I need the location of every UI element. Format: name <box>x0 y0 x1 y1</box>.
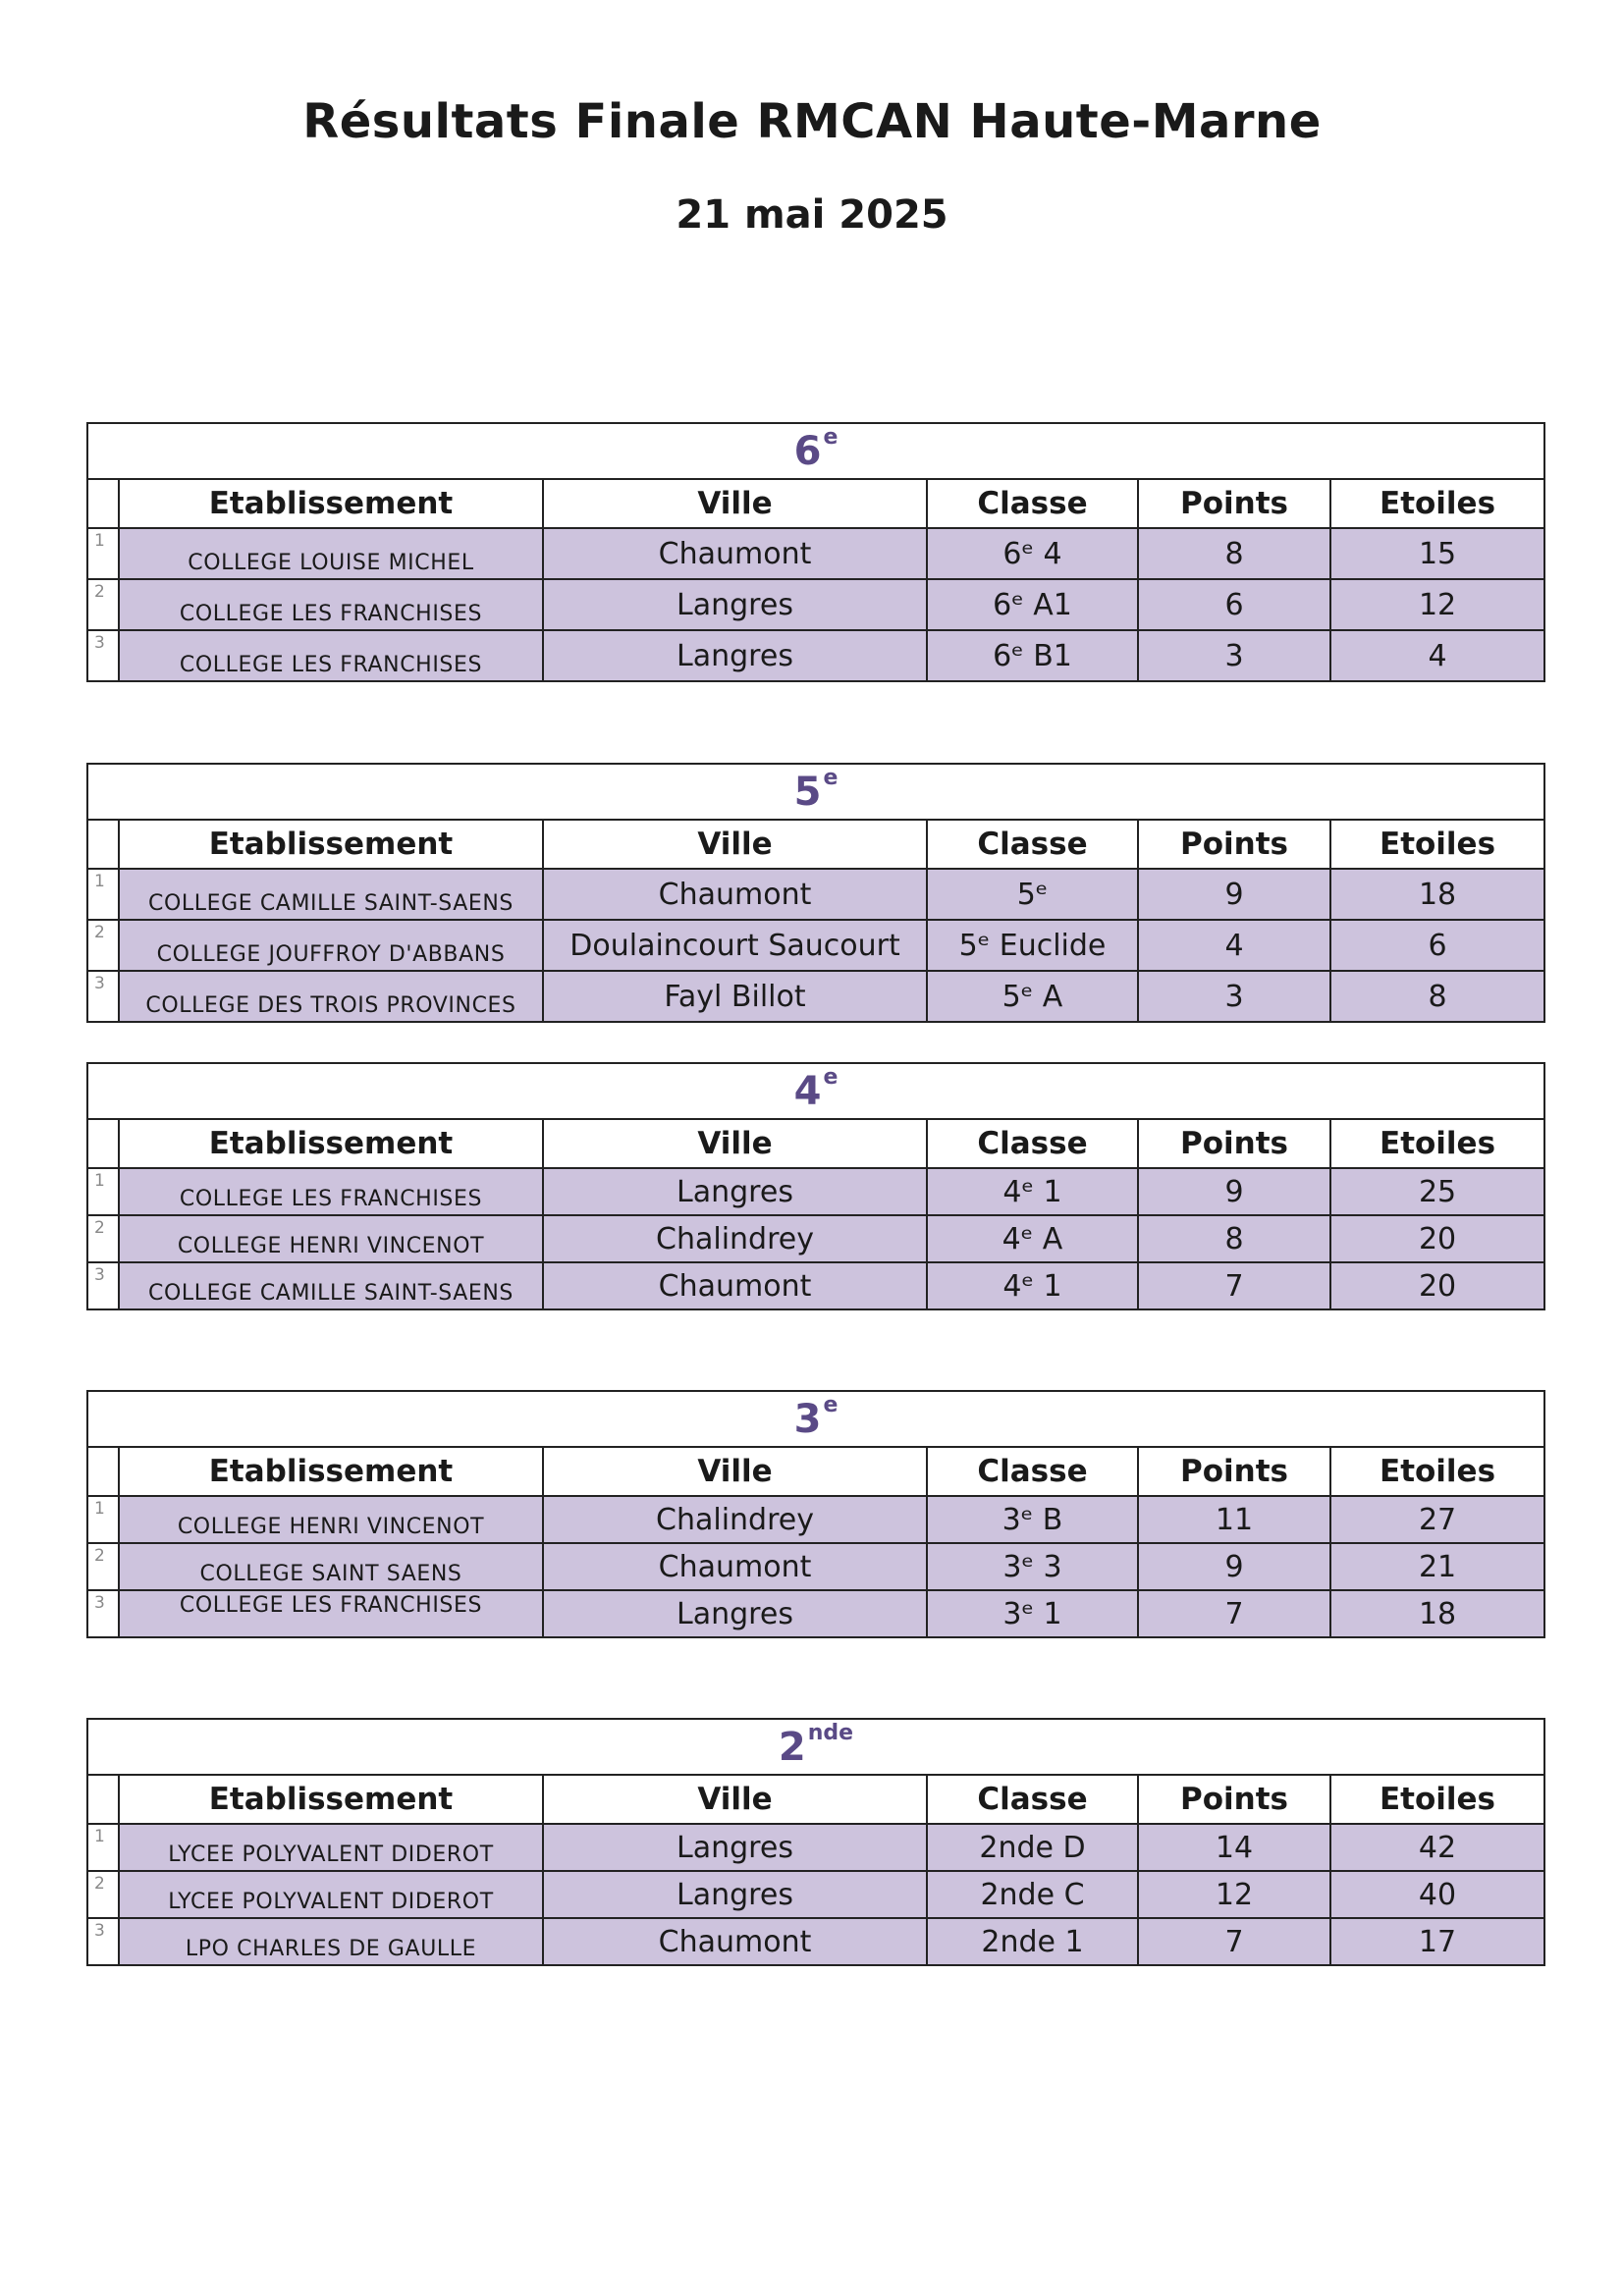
column-header-etoiles: Etoiles <box>1330 1119 1544 1168</box>
column-header-etablissement: Etablissement <box>119 1775 543 1824</box>
etablissement-cell: COLLEGE CAMILLE SAINT-SAENS <box>119 1262 543 1309</box>
etablissement-cell: COLLEGE DES TROIS PROVINCES <box>119 971 543 1022</box>
etoiles-cell: 42 <box>1330 1824 1544 1871</box>
ville-cell: Langres <box>543 1168 927 1215</box>
classe-cell: 2nde D <box>927 1824 1138 1871</box>
column-header-classe: Classe <box>927 1119 1138 1168</box>
rank-cell: 3 <box>87 971 119 1022</box>
ville-cell: Chalindrey <box>543 1496 927 1543</box>
table-row <box>87 869 1544 920</box>
classe-cell: 3ᵉ 3 <box>927 1543 1138 1590</box>
etablissement-cell: COLLEGE LES FRANCHISES <box>119 579 543 630</box>
etoiles-cell: 27 <box>1330 1496 1544 1543</box>
etoiles-cell: 12 <box>1330 579 1544 630</box>
points-cell: 6 <box>1138 579 1330 630</box>
points-cell: 11 <box>1138 1496 1330 1543</box>
table-row <box>87 1918 1544 1965</box>
etoiles-cell: 17 <box>1330 1918 1544 1965</box>
rank-cell: 3 <box>87 1262 119 1309</box>
results-table-3e <box>86 1390 1545 1638</box>
table-row <box>87 630 1544 681</box>
classe-cell: 5ᵉ <box>927 869 1138 920</box>
etablissement-cell: COLLEGE LOUISE MICHEL <box>119 528 543 579</box>
column-header-classe: Classe <box>927 479 1138 528</box>
column-header-etablissement: Etablissement <box>119 479 543 528</box>
points-cell: 3 <box>1138 630 1330 681</box>
rank-column-header <box>87 1775 119 1824</box>
level-title: 2nde <box>87 1719 1544 1775</box>
rank-cell: 1 <box>87 528 119 579</box>
etablissement-cell: COLLEGE HENRI VINCENOT <box>119 1215 543 1262</box>
table-row <box>87 1590 1544 1637</box>
results-table-5e <box>86 763 1545 1023</box>
ville-cell: Langres <box>543 1871 927 1918</box>
rank-cell: 1 <box>87 1168 119 1215</box>
column-header-etoiles: Etoiles <box>1330 1775 1544 1824</box>
ville-cell: Chaumont <box>543 1918 927 1965</box>
ville-cell: Langres <box>543 1824 927 1871</box>
points-cell: 9 <box>1138 1168 1330 1215</box>
table-row <box>87 1543 1544 1590</box>
rank-cell: 2 <box>87 1215 119 1262</box>
points-cell: 9 <box>1138 869 1330 920</box>
etablissement-cell: COLLEGE HENRI VINCENOT <box>119 1496 543 1543</box>
column-header-classe: Classe <box>927 1775 1138 1824</box>
level-title: 3e <box>87 1391 1544 1447</box>
etoiles-cell: 18 <box>1330 1590 1544 1637</box>
etablissement-cell: COLLEGE CAMILLE SAINT-SAENS <box>119 869 543 920</box>
ville-cell: Chaumont <box>543 1262 927 1309</box>
table-row <box>87 1168 1544 1215</box>
classe-cell: 5ᵉ A <box>927 971 1138 1022</box>
table-row <box>87 971 1544 1022</box>
points-cell: 3 <box>1138 971 1330 1022</box>
table-row <box>87 1871 1544 1918</box>
column-header-points: Points <box>1138 479 1330 528</box>
table-row <box>87 579 1544 630</box>
rank-column-header <box>87 820 119 869</box>
column-header-etoiles: Etoiles <box>1330 1447 1544 1496</box>
classe-cell: 4ᵉ A <box>927 1215 1138 1262</box>
column-header-ville: Ville <box>543 479 927 528</box>
column-header-points: Points <box>1138 1447 1330 1496</box>
column-header-etablissement: Etablissement <box>119 820 543 869</box>
etoiles-cell: 18 <box>1330 869 1544 920</box>
etoiles-cell: 6 <box>1330 920 1544 971</box>
etablissement-cell: LYCEE POLYVALENT DIDEROT <box>119 1871 543 1918</box>
table-row <box>87 1496 1544 1543</box>
classe-cell: 4ᵉ 1 <box>927 1168 1138 1215</box>
etablissement-cell: COLLEGE LES FRANCHISES <box>119 1590 543 1637</box>
column-header-ville: Ville <box>543 820 927 869</box>
table-row <box>87 1262 1544 1309</box>
points-cell: 8 <box>1138 528 1330 579</box>
table-row <box>87 1824 1544 1871</box>
rank-cell: 1 <box>87 869 119 920</box>
classe-cell: 4ᵉ 1 <box>927 1262 1138 1309</box>
level-title: 4e <box>87 1063 1544 1119</box>
ville-cell: Langres <box>543 1590 927 1637</box>
rank-cell: 1 <box>87 1824 119 1871</box>
results-table-6e <box>86 422 1545 682</box>
rank-cell: 3 <box>87 1590 119 1637</box>
column-header-etablissement: Etablissement <box>119 1447 543 1496</box>
etablissement-cell: LPO CHARLES DE GAULLE <box>119 1918 543 1965</box>
points-cell: 12 <box>1138 1871 1330 1918</box>
rank-cell: 2 <box>87 920 119 971</box>
level-title: 6e <box>87 423 1544 479</box>
column-header-classe: Classe <box>927 1447 1138 1496</box>
etoiles-cell: 4 <box>1330 630 1544 681</box>
ville-cell: Langres <box>543 579 927 630</box>
table-row <box>87 920 1544 971</box>
etablissement-cell: LYCEE POLYVALENT DIDEROT <box>119 1824 543 1871</box>
classe-cell: 2nde 1 <box>927 1918 1138 1965</box>
ville-cell: Fayl Billot <box>543 971 927 1022</box>
column-header-ville: Ville <box>543 1119 927 1168</box>
ville-cell: Langres <box>543 630 927 681</box>
level-title: 5e <box>87 764 1544 820</box>
table-row <box>87 528 1544 579</box>
points-cell: 7 <box>1138 1918 1330 1965</box>
etoiles-cell: 20 <box>1330 1215 1544 1262</box>
column-header-ville: Ville <box>543 1775 927 1824</box>
classe-cell: 3ᵉ B <box>927 1496 1138 1543</box>
rank-column-header <box>87 1447 119 1496</box>
ville-cell: Doulaincourt Saucourt <box>543 920 927 971</box>
column-header-etablissement: Etablissement <box>119 1119 543 1168</box>
etoiles-cell: 20 <box>1330 1262 1544 1309</box>
rank-cell: 1 <box>87 1496 119 1543</box>
ville-cell: Chaumont <box>543 1543 927 1590</box>
column-header-points: Points <box>1138 1119 1330 1168</box>
column-header-points: Points <box>1138 820 1330 869</box>
document-date: 21 mai 2025 <box>676 192 948 238</box>
etoiles-cell: 15 <box>1330 528 1544 579</box>
classe-cell: 2nde C <box>927 1871 1138 1918</box>
ville-cell: Chaumont <box>543 869 927 920</box>
etoiles-cell: 25 <box>1330 1168 1544 1215</box>
rank-cell: 3 <box>87 630 119 681</box>
rank-cell: 2 <box>87 1871 119 1918</box>
table-row <box>87 1215 1544 1262</box>
classe-cell: 6ᵉ B1 <box>927 630 1138 681</box>
etoiles-cell: 8 <box>1330 971 1544 1022</box>
rank-cell: 2 <box>87 579 119 630</box>
classe-cell: 5ᵉ Euclide <box>927 920 1138 971</box>
column-header-etoiles: Etoiles <box>1330 820 1544 869</box>
rank-column-header <box>87 479 119 528</box>
results-table-4e <box>86 1062 1545 1310</box>
column-header-etoiles: Etoiles <box>1330 479 1544 528</box>
classe-cell: 6ᵉ 4 <box>927 528 1138 579</box>
classe-cell: 3ᵉ 1 <box>927 1590 1138 1637</box>
points-cell: 8 <box>1138 1215 1330 1262</box>
points-cell: 9 <box>1138 1543 1330 1590</box>
points-cell: 7 <box>1138 1590 1330 1637</box>
points-cell: 7 <box>1138 1262 1330 1309</box>
column-header-points: Points <box>1138 1775 1330 1824</box>
etablissement-cell: COLLEGE LES FRANCHISES <box>119 1168 543 1215</box>
ville-cell: Chalindrey <box>543 1215 927 1262</box>
classe-cell: 6ᵉ A1 <box>927 579 1138 630</box>
etoiles-cell: 21 <box>1330 1543 1544 1590</box>
etablissement-cell: COLLEGE LES FRANCHISES <box>119 630 543 681</box>
etablissement-cell: COLLEGE JOUFFROY D'ABBANS <box>119 920 543 971</box>
rank-cell: 3 <box>87 1918 119 1965</box>
rank-column-header <box>87 1119 119 1168</box>
etoiles-cell: 40 <box>1330 1871 1544 1918</box>
column-header-ville: Ville <box>543 1447 927 1496</box>
points-cell: 4 <box>1138 920 1330 971</box>
results-table-2nde <box>86 1718 1545 1966</box>
rank-cell: 2 <box>87 1543 119 1590</box>
etablissement-cell: COLLEGE SAINT SAENS <box>119 1543 543 1590</box>
column-header-classe: Classe <box>927 820 1138 869</box>
points-cell: 14 <box>1138 1824 1330 1871</box>
document-title: Résultats Finale RMCAN Haute-Marne <box>302 94 1322 149</box>
ville-cell: Chaumont <box>543 528 927 579</box>
